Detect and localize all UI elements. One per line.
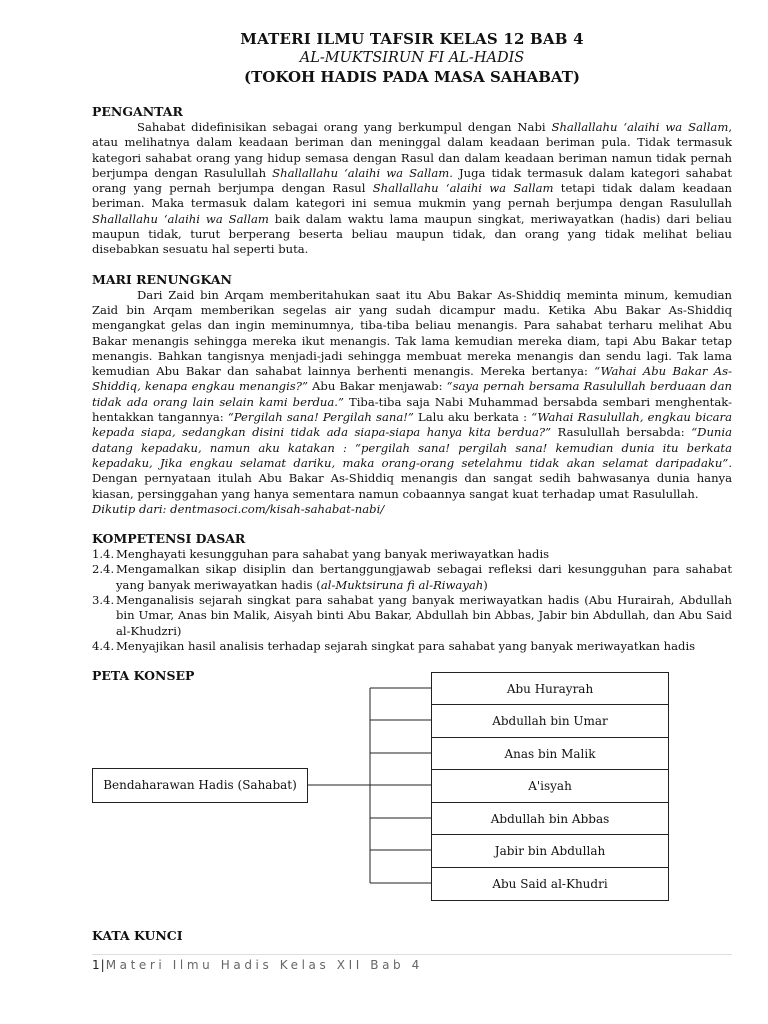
heading-kata-kunci: KATA KUNCI — [92, 928, 183, 943]
page-subtitle-2: (TOKOH HADIS PADA MASA SAHABAT) — [244, 68, 580, 86]
page-title: MATERI ILMU TAFSIR KELAS 12 BAB 4 — [240, 30, 584, 48]
kompetensi-item: 4.4. Menyajikan hasil analisis terhadap sejarah singkat para sahabat yang banyak meriwayatkan hadis — [92, 638, 696, 653]
page-content — [92, 30, 732, 684]
heading-peta-konsep: PETA KONSEP — [92, 668, 195, 684]
heading-kompetensi: KOMPETENSI DASAR — [92, 531, 246, 547]
concept-node: Anas bin Malik — [431, 737, 669, 771]
concept-node: Abu Said al-Khudri — [431, 867, 669, 901]
concept-node: Jabir bin Abdullah — [431, 834, 669, 868]
section-pengantar — [92, 104, 732, 258]
kompetensi-list — [92, 547, 732, 654]
kompetensi-item: 2.4. Mengamalkan sikap disiplin dan bertanggungjawab sebagai refleksi dari kesungguhan para sahabat yang banyak meriwayatkan hadis (al-Muktsiruna fi al-Riwayah) — [92, 562, 732, 592]
kompetensi-item: 3.4. Menganalisis sejarah singkat para sahabat yang banyak meriwayatkan hadis (Abu Hurairah, Abdullah bin Umar, Anas bin Malik, Aisyah binti Abu Bakar, Abdullah bin Abbas, Jabir bin Abdullah, dan Abu Said al-Khudzri) — [92, 593, 732, 638]
heading-renungkan: MARI RENUNGKAN — [92, 271, 232, 287]
footer-divider — [92, 954, 732, 955]
concept-node: Abdullah bin Umar — [431, 704, 669, 738]
source-citation: Dikutip dari: dentmasoci.com/kisah-sahabat-nabi/ — [92, 501, 385, 516]
kompetensi-item: 1.4. Menghayati kesungguhan para sahabat yang banyak meriwayatkan hadis — [92, 547, 550, 562]
footer-text: Materi Ilmu Hadis Kelas XII Bab 4 — [105, 958, 423, 972]
page-number: 1 — [92, 958, 101, 972]
concept-root-box: Bendaharawan Hadis (Sahabat) — [92, 768, 308, 803]
section-kompetensi — [92, 531, 732, 654]
concept-node: Abu Hurayrah — [431, 672, 669, 706]
title-block — [92, 30, 732, 87]
page-footer: 1|Materi Ilmu Hadis Kelas XII Bab 4 — [92, 958, 423, 972]
concept-node: A'isyah — [431, 769, 669, 803]
pengantar-paragraph: Sahabat didefinisikan sebagai orang yang berkumpul dengan Nabi Shallallahu ‘alaihi wa Sallam, atau melihatnya dalam keadaan beriman dan meninggal dalam keadaan beriman pula. Tidak termasuk kategori sahabat orang yang hidup semasa dengan Rasul dan dalam keadaan beriman namun tidak pernah berjumpa dengan Rasulullah Shallallahu ‘alaihi wa Sallam. Juga tidak termasuk dalam kategori sahabat orang yang pernah berjumpa dengan Rasul Shallallahu ‘alaihi wa Sallam tetapi tidak dalam keadaan beriman. Maka termasuk dalam kategori ini semua mukmin yang pernah berjumpa dengan Rasulullah Shallallahu ‘alaihi wa Sallam baik dalam waktu lama maupun singkat, meriwayatkan (hadis) dari beliau maupun tidak, turut berperang beserta beliau maupun tidak, dan orang yang tidak melihat beliau disebabkan sesuatu hal seperti buta. — [92, 120, 732, 257]
page-subtitle: AL-MUKTSIRUN FI AL-HADIS — [299, 50, 525, 66]
heading-pengantar: PENGANTAR — [92, 104, 183, 119]
concept-node: Abdullah bin Abbas — [431, 802, 669, 836]
renungkan-paragraph: Dari Zaid bin Arqam memberitahukan saat itu Abu Bakar As-Shiddiq meminta minum, kemudian Zaid bin Arqam memberikan segelas air yang sudah dicampur madu. Ketika Abu Bakar As-Shiddiq mengangkat gelas dan ingin meminumnya, tiba-tiba beliau menangis. Para sahabat terharu melihat Abu Bakar menangis sehingga mereka ikut menangis. Tak lama kemudian mereka diam, tapi Abu Bakar tetap menangis. Bahkan tangisnya menjadi-jadi sehingga membuat mereka menangis dan sendu lagi. Tak lama kemudian Abu Bakar dan sahabat lainnya berhenti menangis. Mereka bertanya: “Wahai Abu Bakar As-Shiddiq, kenapa engkau menangis?” Abu Bakar menjawab: “saya pernah bersama Rasulullah berduaan dan tidak ada orang lain selain kami berdua.” Tiba-tiba saja Nabi Muhammad bersabda sembari menghentak-hentakkan tangannya: “Pergilah sana! Pergilah sana!” Lalu aku berkata : “Wahai Rasulullah, engkau bicara kepada siapa, sedangkan disini tidak ada siapa-siapa hanya kita berdua?” Rasulullah bersabda: “Dunia datang kepadaku, namun aku katakan : “pergilah sana! pergilah sana! kemudian dunia itu berkata kepadaku, Jika engkau selamat dariku, maka orang-orang setelahmu tidak akan selamat daripadaku”. Dengan pernyataan itulah Abu Bakar As-Shiddiq menangis dan sangat sedih bahwasanya dunia hanya kiasan, persinggahan yang hanya sementara namun cobaannya sangat kuat terhadap umat Rasulullah. — [92, 287, 733, 501]
section-renungkan — [92, 272, 732, 517]
